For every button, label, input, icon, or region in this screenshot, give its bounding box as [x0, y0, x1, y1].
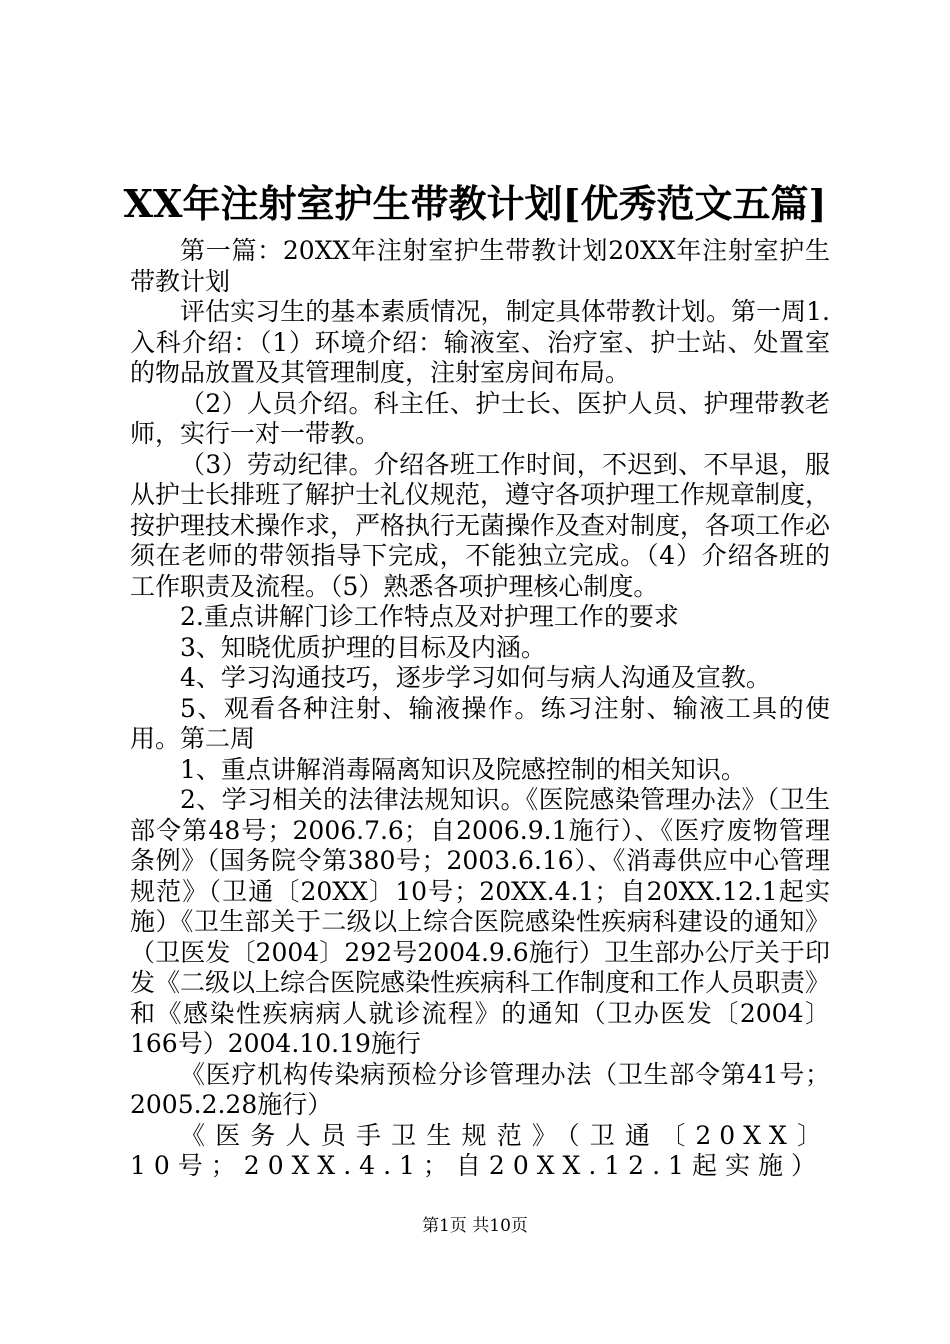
paragraph-6: 3、知晓优质护理的目标及内涵。	[180, 632, 546, 662]
paragraph-12: 《医务人员手卫生规范》（卫通〔20XX〕10号；20XX.4.1；自20XX.12.1起实施）	[130, 1120, 830, 1180]
paragraph-2: 评估实习生的基本素质情况，制定具体带教计划。第一周1.入科介绍：（1）环境介绍：输液室、治疗室、护士站、处置室的物品放置及其管理制度，注射室房间布局。	[130, 297, 830, 387]
document-body	[130, 236, 830, 1182]
paragraph-7: 4、学习沟通技巧，逐步学习如何与病人沟通及宣教。	[180, 663, 771, 692]
paragraph-9: 1、重点讲解消毒隔离知识及院感控制的相关知识。	[180, 754, 746, 784]
paragraph-11: 《医疗机构传染病预检分诊管理办法（卫生部令第41号；2005.2.28施行）	[130, 1059, 830, 1119]
document-title: XX年注射室护生带教计划[优秀范文五篇]	[123, 181, 827, 226]
paragraph-10: 2、学习相关的法律法规知识。《医院感染管理办法》（卫生部令第48号；2006.7.6；自2006.9.1施行）、《医疗废物管理条例》（国务院令第380号；2003.6.16）、《消毒供应中心管理规范》（卫通〔20XX〕10号；20XX.4.1；自20XX.12.1起实施）《卫生部关于二级以上综合医院感染性疾病科建设的通知》（卫医发〔2004〕292号2004.9.6施行）卫生部办公厅关于印发《二级以上综合医院感染性疾病科工作制度和工作人员职责》和《感染性疾病病人就诊流程》的通知（卫办医发〔2004〕166号）2004.10.19施行	[130, 785, 831, 1058]
paragraph-5: 2.重点讲解门诊工作特点及对护理工作的要求	[180, 602, 679, 631]
paragraph-3: （2）人员介绍。科主任、护士长、医护人员、护理带教老师，实行一对一带教。	[130, 388, 830, 448]
paragraph-1: 第一篇：20XX年注射室护生带教计划20XX年注射室护生带教计划	[130, 236, 830, 296]
paragraph-4: （3）劳动纪律。介绍各班工作时间，不迟到、不早退，服从护士长排班了解护士礼仪规范，遵守各项护理工作规章制度，按护理技术操作求，严格执行无菌操作及查对制度，各项工作必须在老师的带领指导下完成，不能独立完成。（4）介绍各班的工作职责及流程。（5）熟悉各项护理核心制度。	[130, 449, 831, 601]
page-footer: 第1页 共10页	[422, 1216, 528, 1236]
paragraph-8: 5、观看各种注射、输液操作。练习注射、输液工具的使用。第二周	[130, 693, 830, 753]
